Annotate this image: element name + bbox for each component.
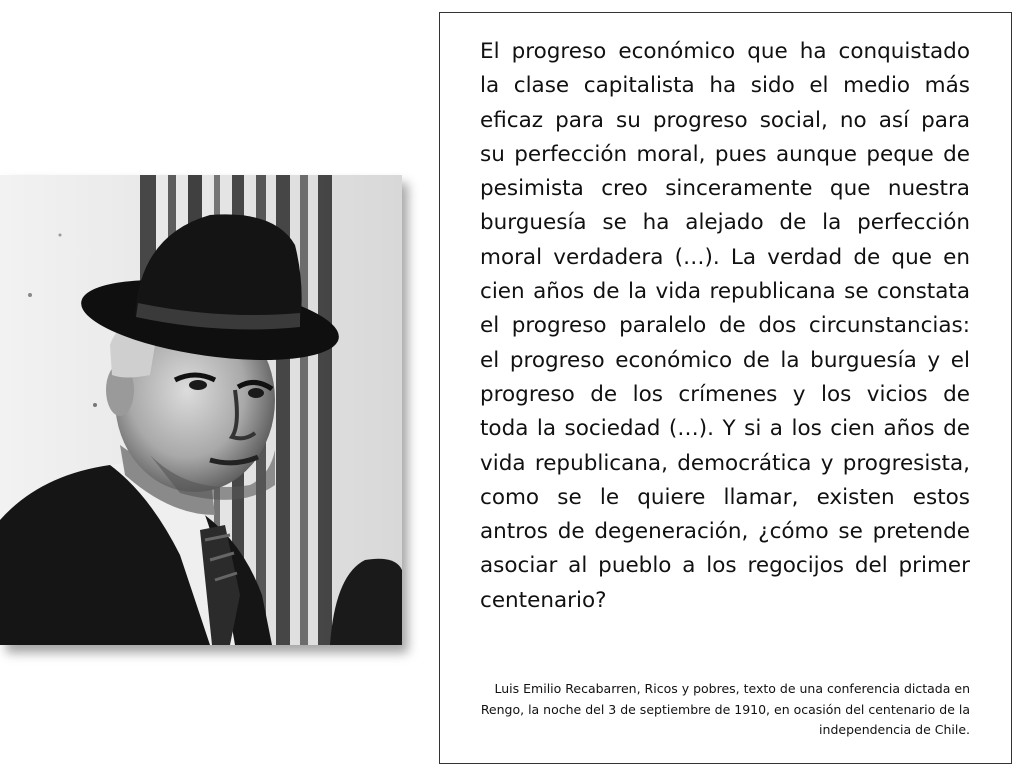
- portrait-image: [0, 175, 402, 645]
- quote-citation: Luis Emilio Recabarren, Ricos y pobres, texto de una conferencia dictada en Rengo, la noche del 3 de septiembre de 1910, en ocasión del centenario de la independencia de Chile.: [480, 681, 970, 737]
- quote-box: [439, 12, 1012, 764]
- quote-text: El progreso económico que ha conquistado la clase capitalista ha sido el medio más eficaz para su progreso social, no así para su perfección moral, pues aunque peque de pesimista creo sinceramente que nuestra burguesía se ha alejado de la perfección moral verdadera (…). La verdad de que en cien años de la vida republicana se constata el progreso paralelo de dos circunstancias: el progreso económico de la burguesía y el progreso de los crímenes y los vicios de toda la sociedad (…). Y si a los cien años de vida republicana, democrática y progresista, como se le quiere llamar, existen estos antros de degeneración, ¿cómo se pretende asociar al pueblo a los regocijos del primer centenario?: [480, 39, 970, 613]
- portrait-photo: [0, 175, 402, 645]
